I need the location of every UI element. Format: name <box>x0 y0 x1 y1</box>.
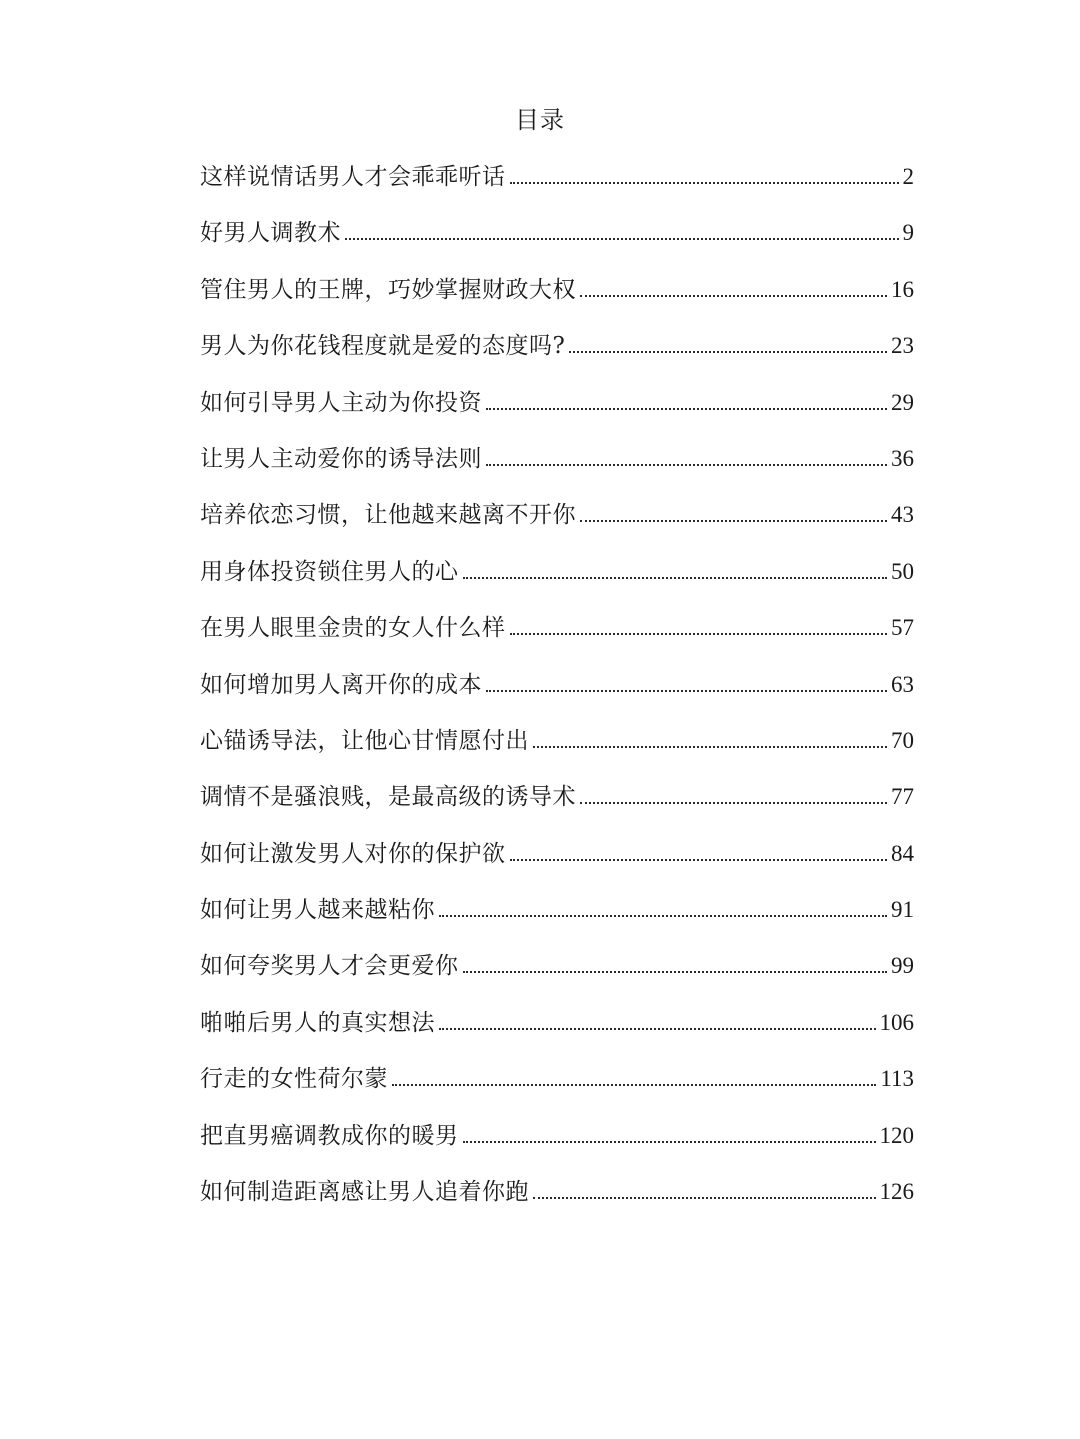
dot-leader <box>510 182 899 184</box>
toc-entry-title: 如何制造距离感让男人追着你跑 <box>200 1179 529 1206</box>
toc-entry-page: 16 <box>891 276 914 302</box>
toc-entry <box>200 1172 914 1228</box>
dot-leader <box>439 915 887 917</box>
toc-entry-page: 50 <box>891 558 914 584</box>
toc-entry-title: 如何让男人越来越粘你 <box>200 897 435 924</box>
toc-entry-page: 57 <box>891 615 914 641</box>
toc-entry-page: 120 <box>879 1122 914 1148</box>
dot-leader <box>533 1197 876 1199</box>
dot-leader <box>510 633 888 635</box>
toc-entry-title: 如何让激发男人对你的保护欲 <box>200 840 506 867</box>
toc-entry-page: 29 <box>891 389 914 415</box>
dot-leader <box>486 408 887 410</box>
toc-entry-title: 管住男人的王牌，巧妙掌握财政大权 <box>200 276 576 303</box>
toc-entry-title: 好男人调教术 <box>200 220 341 247</box>
toc-list <box>200 157 914 1228</box>
dot-leader <box>463 971 888 973</box>
toc-entry-title: 把直男癌调教成你的暖男 <box>200 1122 459 1149</box>
toc-entry-page: 43 <box>891 502 914 528</box>
dot-leader <box>486 464 887 466</box>
toc-entry-title: 啪啪后男人的真实想法 <box>200 1009 435 1036</box>
toc-entry-page: 84 <box>891 840 914 866</box>
dot-leader <box>345 238 899 240</box>
toc-entry-title: 行走的女性荷尔蒙 <box>200 1066 388 1093</box>
toc-entry <box>200 777 914 833</box>
toc-entry <box>200 439 914 495</box>
toc-entry <box>200 721 914 777</box>
toc-entry-page: 126 <box>879 1179 914 1205</box>
toc-entry <box>200 213 914 269</box>
toc-title: 目录 <box>515 106 565 134</box>
toc-entry-title: 如何增加男人离开你的成本 <box>200 671 482 698</box>
dot-leader <box>439 1028 876 1030</box>
toc-entry-page: 9 <box>902 220 914 246</box>
toc-entry <box>200 495 914 551</box>
toc-entry <box>200 946 914 1002</box>
dot-leader <box>533 746 887 748</box>
toc-entry-page: 2 <box>902 164 914 189</box>
toc-entry <box>200 1116 914 1172</box>
dot-leader <box>392 1084 876 1086</box>
toc-entry-title: 如何夸奖男人才会更爱你 <box>200 953 459 980</box>
toc-entry-title: 培养依恋习惯，让他越来越离不开你 <box>200 502 576 529</box>
toc-entry-page: 77 <box>891 784 914 810</box>
dot-leader <box>580 295 887 297</box>
toc-entry <box>200 383 914 439</box>
toc-entry-title: 心锚诱导法，让他心甘情愿付出 <box>200 727 529 754</box>
toc-entry <box>200 552 914 608</box>
toc-entry-page: 99 <box>891 953 914 979</box>
dot-leader <box>486 690 887 692</box>
toc-entry <box>200 834 914 890</box>
dot-leader <box>463 1141 876 1143</box>
toc-entry-page: 70 <box>891 727 914 753</box>
dot-leader <box>510 859 888 861</box>
toc-entry <box>200 1059 914 1115</box>
toc-entry <box>200 270 914 326</box>
toc-entry-title: 这样说情话男人才会乖乖听话 <box>200 164 506 190</box>
toc-entry-title: 如何引导男人主动为你投资 <box>200 389 482 416</box>
toc-entry-page: 106 <box>879 1009 914 1035</box>
toc-entry <box>200 326 914 382</box>
toc-entry-title: 调情不是骚浪贱，是最高级的诱导术 <box>200 784 576 811</box>
toc-entry <box>200 890 914 946</box>
dot-leader <box>569 351 887 353</box>
toc-entry-page: 63 <box>891 671 914 697</box>
toc-entry <box>200 157 914 213</box>
toc-entry-page: 91 <box>891 897 914 923</box>
toc-entry-page: 23 <box>891 333 914 359</box>
toc-entry <box>200 1003 914 1059</box>
toc-entry-title: 在男人眼里金贵的女人什么样 <box>200 615 506 642</box>
toc-entry <box>200 665 914 721</box>
toc-entry-title: 让男人主动爱你的诱导法则 <box>200 445 482 472</box>
toc-entry-title: 用身体投资锁住男人的心 <box>200 558 459 585</box>
toc-entry <box>200 608 914 664</box>
toc-entry-title: 男人为你花钱程度就是爱的态度吗? <box>200 333 566 360</box>
dot-leader <box>580 802 887 804</box>
dot-leader <box>463 577 888 579</box>
toc-entry-page: 36 <box>891 445 914 471</box>
toc-entry-page: 113 <box>880 1066 914 1092</box>
dot-leader <box>580 520 887 522</box>
